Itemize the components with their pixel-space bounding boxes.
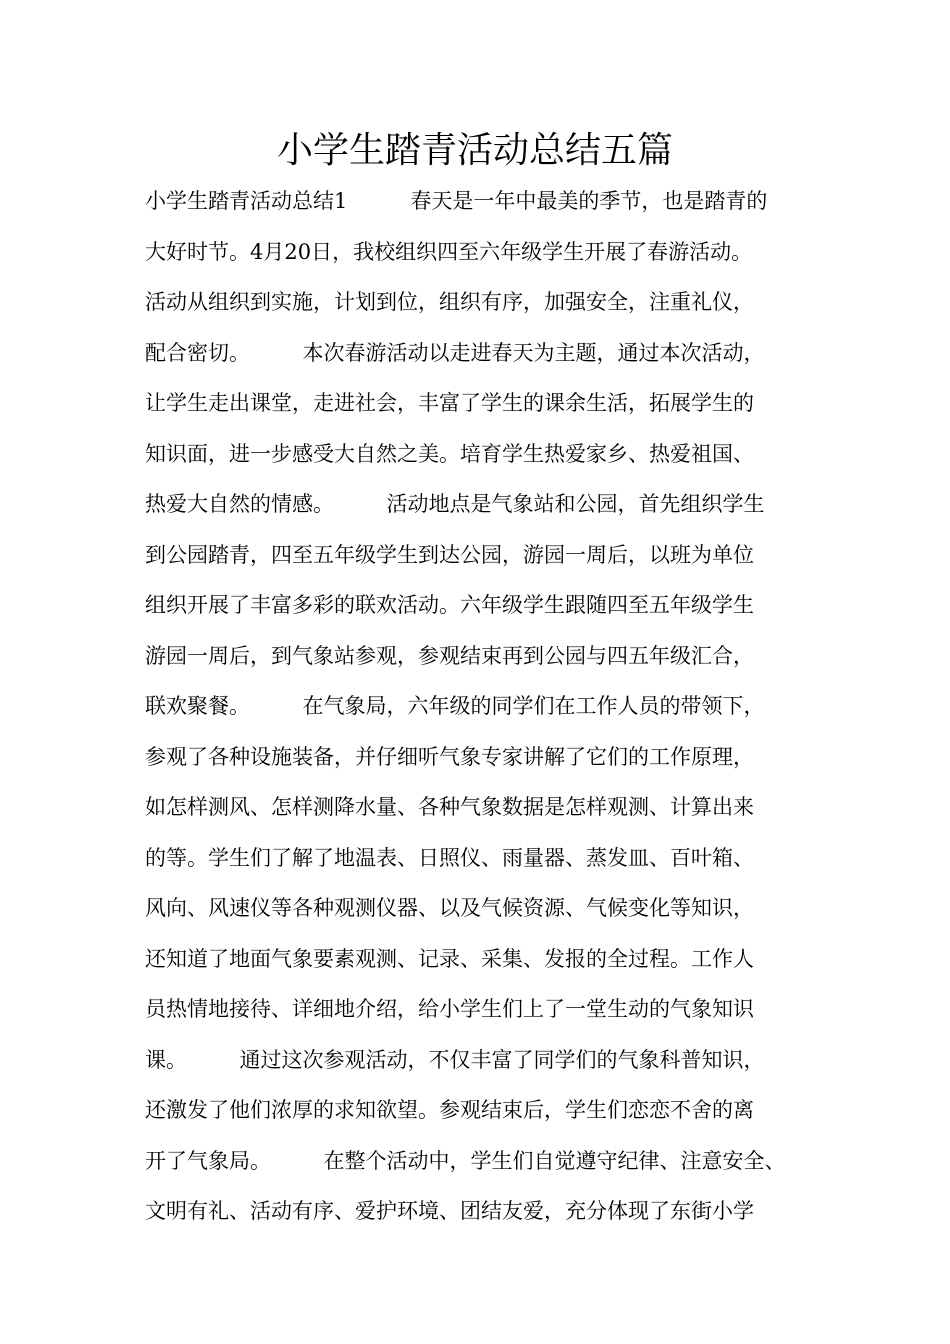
body-line: 开了气象局。 在整个活动中，学生们自觉遵守纪律、注意安全、 bbox=[145, 1148, 786, 1173]
body-line: 还激发了他们浓厚的求知欲望。参观结束后，学生们恋恋不舍的离 bbox=[145, 1098, 754, 1122]
body-line: 还知道了地面气象要素观测、记录、采集、发报的全过程。工作人 bbox=[145, 946, 754, 971]
body-line: 课。 通过这次参观活动，不仅丰富了同学们的气象科普知识， bbox=[145, 1047, 765, 1072]
document-body bbox=[145, 181, 845, 1242]
body-line: 风向、风速仪等各种观测仪器、以及气候资源、气候变化等知识， bbox=[145, 896, 754, 920]
body-line: 让学生走出课堂，走进社会，丰富了学生的课余生活，拓展学生的 bbox=[145, 391, 754, 415]
body-line: 热爱大自然的情感。 活动地点是气象站和公园，首先组织学生 bbox=[145, 492, 765, 516]
body-line: 组织开展了丰富多彩的联欢活动。六年级学生跟随四至五年级学生 bbox=[145, 593, 754, 617]
body-line: 联欢聚餐。 在气象局，六年级的同学们在工作人员的带领下， bbox=[145, 694, 765, 718]
body-line: 配合密切。 本次春游活动以走进春天为主题，通过本次活动， bbox=[145, 340, 765, 365]
body-line: 如怎样测风、怎样测降水量、各种气象数据是怎样观测、计算出来 bbox=[145, 795, 754, 819]
body-line: 游园一周后，到气象站参观，参观结束再到公园与四五年级汇合， bbox=[145, 643, 754, 668]
body-line: 的等。学生们了解了地温表、日照仪、雨量器、蒸发皿、百叶箱、 bbox=[145, 845, 754, 870]
body-line: 小学生踏青活动总结1 春天是一年中最美的季节，也是踏青的 bbox=[145, 189, 768, 213]
body-line: 文明有礼、活动有序、爱护环境、团结友爱，充分体现了东街小学 bbox=[145, 1199, 754, 1223]
document-title: 小学生踏青活动总结五篇 bbox=[276, 130, 673, 171]
body-line: 大好时节。4月20日，我校组织四至六年级学生开展了春游活动。 bbox=[145, 239, 753, 264]
body-line: 活动从组织到实施，计划到位，组织有序，加强安全，注重礼仪， bbox=[145, 290, 754, 314]
body-line: 员热情地接待、详细地介绍，给小学生们上了一堂生动的气象知识 bbox=[145, 997, 754, 1021]
body-line: 参观了各种设施装备，并仔细听气象专家讲解了它们的工作原理， bbox=[145, 744, 754, 769]
body-line: 知识面，进一步感受大自然之美。培育学生热爱家乡、热爱祖国、 bbox=[145, 441, 754, 466]
body-line: 到公园踏青，四至五年级学生到达公园，游园一周后，以班为单位 bbox=[145, 542, 754, 567]
